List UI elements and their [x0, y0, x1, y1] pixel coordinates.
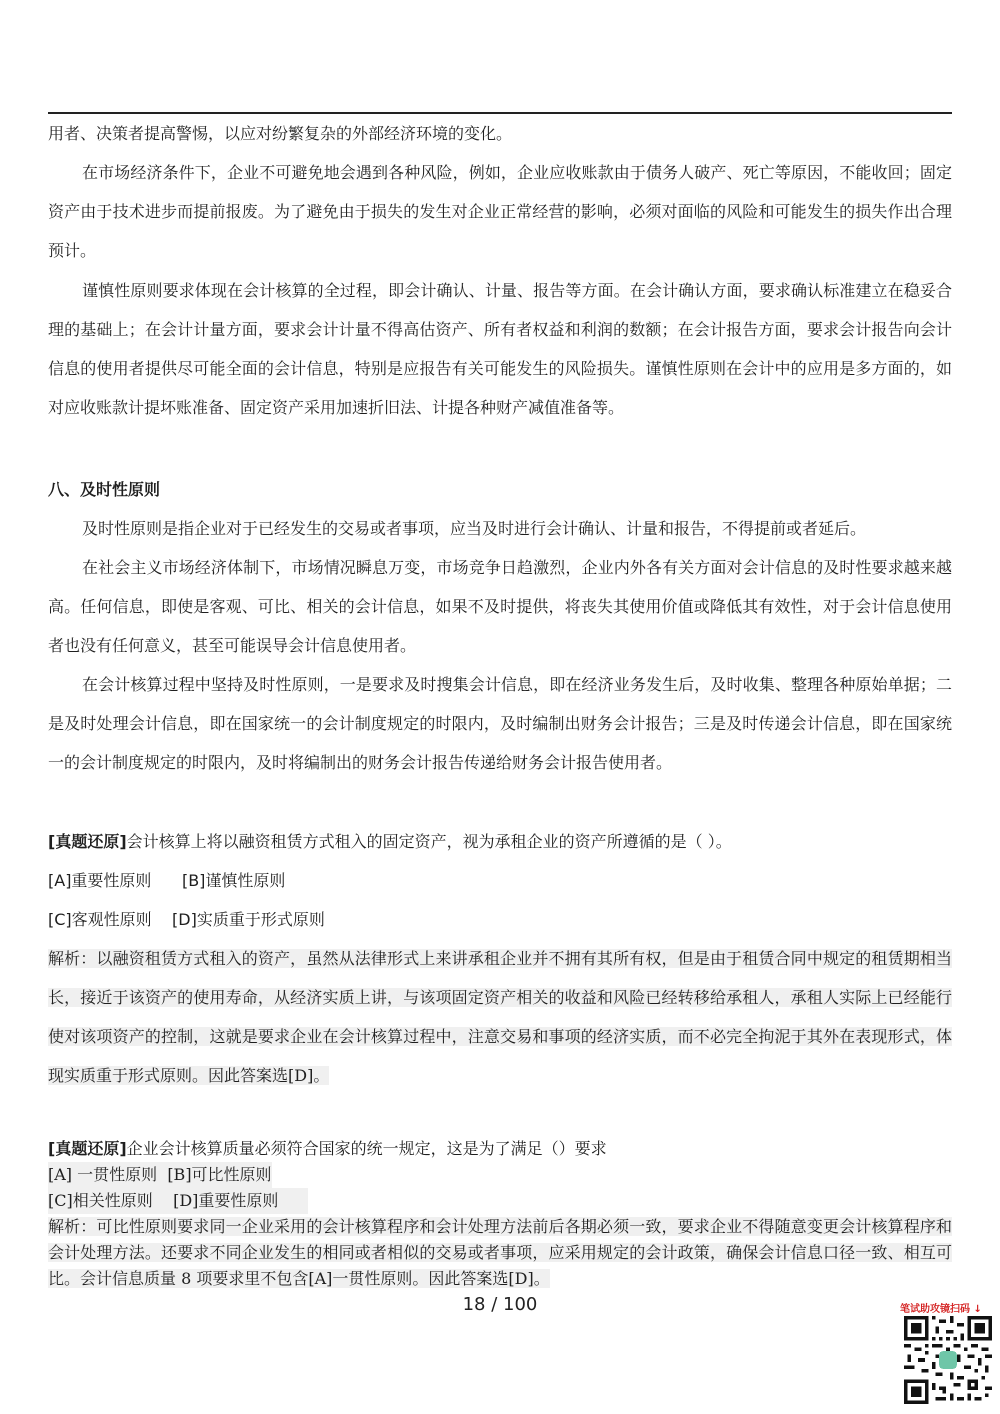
question-1-tag: [真题还原]	[48, 832, 127, 851]
qr-code-label: 笔试助攻镜扫码 ↓	[900, 1304, 982, 1315]
paragraph-continuation: 用者、决策者提高警惕，以应对纷繁复杂的外部经济环境的变化。	[48, 124, 513, 143]
question-1-analysis-block	[48, 939, 952, 1095]
question-2-analysis: 解析：可比性原则要求同一企业采用的会计核算程序和会计处理方法前后各期必须一致，要求企业不得随意变更会计核算程序和会计处理方法。还要求不同企业发生的相同或者相似的交易或者事项，应采用规定的会计政策，确保会计信息口径一致、相互可比。会计信息质量 8 项要求里不包含[A]一贯性原则。因此答案选[D]。	[48, 1217, 952, 1288]
question-1-options-row-1	[48, 861, 952, 900]
page-number: 18 / 100	[462, 1294, 538, 1315]
question-1-options-row-2	[48, 900, 952, 939]
question-1-option-c: [C]客观性原则	[48, 910, 152, 929]
question-2-options-row-2	[48, 1188, 308, 1214]
question-2-options-row-1	[48, 1162, 272, 1188]
paragraph-timeliness-definition: 及时性原则是指企业对于已经发生的交易或者事项，应当及时进行会计确认、计量和报告，不得提前或者延后。	[82, 519, 867, 538]
question-2-option-a: [A] 一贯性原则	[48, 1165, 158, 1184]
paragraph-prudence: 谨慎性原则要求体现在会计核算的全过程，即会计确认、计量、报告等方面。在会计确认方面，要求确认标准建立在稳妥合理的基础上；在会计计量方面，要求会计计量不得高估资产、所有者权益和利润的数额；在会计报告方面，要求会计报告向会计信息的使用者提供尽可能全面的会计信息，特别是应报告有关可能发生的风险损失。谨慎性原则在会计中的应用是多方面的，如对应收账款计提坏账准备、固定资产采用加速折旧法、计提各种财产减值准备等。	[48, 281, 952, 417]
question-2-option-b: [B]可比性原则	[167, 1165, 272, 1184]
paragraph-timeliness-process: 在会计核算过程中坚持及时性原则，一是要求及时搜集会计信息，即在经济业务发生后，及时收集、整理各种原始单据；二是及时处理会计信息，即在国家统一的会计制度规定的时限内，及时编制出财务会计报告；三是及时传递会计信息，即在国家统一的会计制度规定的时限内，及时将编制出的财务会计报告传递给财务会计报告使用者。	[48, 675, 952, 772]
question-1-option-a: [A]重要性原则	[48, 871, 152, 890]
question-1-stem: 会计核算上将以融资租赁方式租入的固定资产，视为承租企业的资产所遵循的是（ ）。	[126, 832, 732, 851]
question-2-analysis-block	[48, 1214, 952, 1292]
qr-code-icon[interactable]	[904, 1316, 992, 1404]
question-2-option-c: [C]相关性原则	[48, 1191, 153, 1210]
question-1	[48, 822, 952, 1095]
question-1-analysis: 解析：以融资租赁方式租入的资产，虽然从法律形式上来讲承租企业并不拥有其所有权，但是由于租赁合同中规定的租赁期相当长，接近于该资产的使用寿命，从经济实质上讲，与该项固定资产相关的收益和风险已经转移给承租人，承租人实际上已经能行使对该项资产的控制，这就是要求企业在会计核算过程中，注意交易和事项的经济实质，而不必完全拘泥于其外在表现形式，体现实质重于形式原则。因此答案选[D]。	[48, 949, 952, 1085]
question-2-stem: 企业会计核算质量必须符合国家的统一规定，这是为了满足（）要求	[126, 1139, 607, 1158]
question-2-tag: [真题还原]	[48, 1139, 127, 1158]
question-1-option-b: [B]谨慎性原则	[181, 871, 286, 890]
section-heading-timeliness: 八、及时性原则	[48, 480, 161, 499]
question-1-stem-line	[48, 822, 952, 861]
question-2-option-d: [D]重要性原则	[173, 1191, 279, 1210]
question-2-stem-line	[48, 1136, 952, 1162]
question-2	[48, 1136, 952, 1292]
paragraph-risk: 在市场经济条件下，企业不可避免地会遇到各种风险，例如，企业应收账款由于债务人破产、死亡等原因，不能收回；固定资产由于技术进步而提前报废。为了避免由于损失的发生对企业正常经营的影响，必须对面临的风险和可能发生的损失作出合理预计。	[48, 163, 952, 260]
question-1-option-d: [D]实质重于形式原则	[172, 910, 325, 929]
paragraph-timeliness-market: 在社会主义市场经济体制下，市场情况瞬息万变，市场竞争日趋激烈，企业内外各有关方面对会计信息的及时性要求越来越高。任何信息，即使是客观、可比、相关的会计信息，如果不及时提供，将丧失其使用价值或降低其有效性，对于会计信息使用者也没有任何意义，甚至可能误导会计信息使用者。	[48, 558, 952, 655]
